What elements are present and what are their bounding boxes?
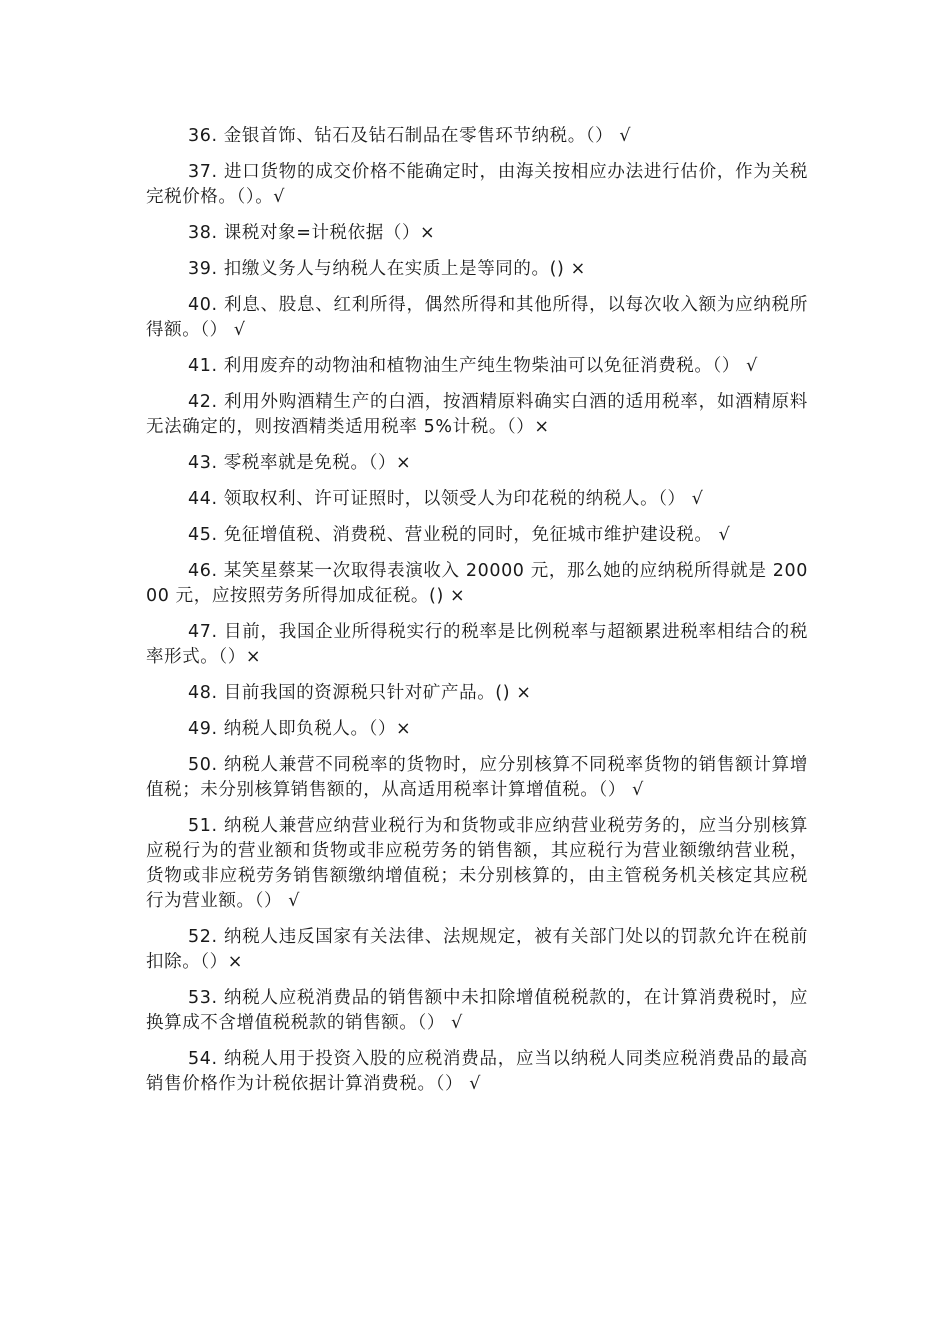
question-item: 47. 目前，我国企业所得税实行的税率是比例税率与超额累进税率相结合的税率形式。（）× (146, 622, 808, 667)
question-item: 49. 纳税人即负税人。（）× (188, 719, 412, 739)
question-item: 38. 课税对象=计税依据（）× (188, 223, 436, 243)
question-item: 40. 利息、股息、红利所得，偶然所得和其他所得，以每次收入额为应纳税所得额。（） √ (146, 295, 808, 340)
question-item: 42. 利用外购酒精生产的白酒，按酒精原料确实白酒的适用税率，如酒精原料无法确定的，则按酒精类适用税率 5%计税。（）× (146, 392, 808, 437)
question-item: 48. 目前我国的资源税只针对矿产品。() × (188, 683, 532, 703)
question-item: 37. 进口货物的成交价格不能确定时，由海关按相应办法进行估价，作为关税完税价格。（）。√ (146, 162, 808, 207)
question-item: 41. 利用废弃的动物油和植物油生产纯生物柴油可以免征消费税。（） √ (188, 356, 758, 376)
question-item: 51. 纳税人兼营应纳营业税行为和货物或非应纳营业税劳务的，应当分别核算应税行为的营业额和货物或非应税劳务的销售额，其应税行为营业额缴纳营业税，货物或非应税劳务销售额缴纳增值税；未分别核算的，由主管税务机关核定其应税行为营业额。（） √ (146, 816, 808, 911)
question-item: 36. 金银首饰、钻石及钻石制品在零售环节纳税。（） √ (188, 126, 632, 146)
question-item: 52. 纳税人违反国家有关法律、法规规定，被有关部门处以的罚款允许在税前扣除。（）× (146, 927, 808, 972)
question-item: 54. 纳税人用于投资入股的应税消费品，应当以纳税人同类应税消费品的最高销售价格作为计税依据计算消费税。（） √ (146, 1049, 808, 1094)
question-item: 50. 纳税人兼营不同税率的货物时，应分别核算不同税率货物的销售额计算增值税；未分别核算销售额的，从高适用税率计算增值税。（） √ (146, 755, 808, 800)
question-item: 43. 零税率就是免税。（）× (188, 453, 412, 473)
question-item: 44. 领取权利、许可证照时，以领受人为印花税的纳税人。（） √ (188, 489, 704, 509)
question-item: 46. 某笑星蔡某一次取得表演收入 20000 元，那么她的应纳税所得就是 20000 元，应按照劳务所得加成征税。() × (146, 561, 808, 606)
question-list (146, 124, 808, 1108)
question-item: 53. 纳税人应税消费品的销售额中未扣除增值税税款的，在计算消费税时，应换算成不含增值税税款的销售额。（） √ (146, 988, 808, 1033)
question-item: 45. 免征增值税、消费税、营业税的同时，免征城市维护建设税。 √ (188, 525, 731, 545)
question-item: 39. 扣缴义务人与纳税人在实质上是等同的。() × (188, 259, 586, 279)
